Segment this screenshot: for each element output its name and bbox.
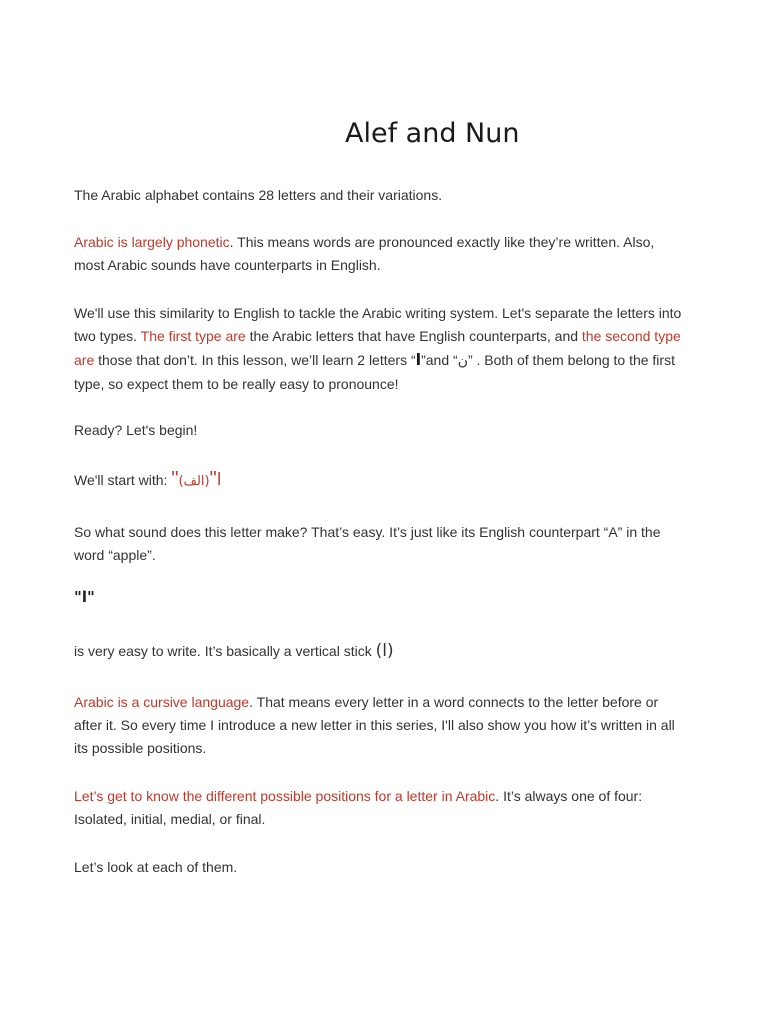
sound-paragraph: So what sound does this letter make? That’s easy. It’s just like its English counterpart “A” in the word “apple”. — [74, 524, 661, 563]
page-title: Alef and Nun — [345, 118, 520, 149]
types-text-4: ”and “ — [421, 352, 458, 368]
cursive-text: . That means every letter in a word connects to the letter before or after it. So every time I introduce a new letter in this series, I'll also show you how it’s written in all its possible positions. — [74, 694, 675, 756]
second-type-highlight: the second type are — [74, 328, 681, 368]
alef-standalone: "ا" — [74, 588, 95, 606]
types-text-1: We'll use this similarity to English to tackle the Arabic writing system. Let's separate the letters into two types. — [74, 305, 682, 344]
phonetic-paragraph — [74, 231, 684, 277]
cursive-paragraph — [74, 691, 684, 760]
types-text-2: the Arabic letters that have English counterparts, and — [245, 328, 582, 344]
intro-paragraph: The Arabic alphabet contains 28 letters and their variations. — [74, 187, 443, 203]
start-with-paragraph — [74, 468, 684, 493]
positions-text: . It’s always one of four: Isolated, initial, medial, or final. — [74, 788, 643, 827]
alef-letter: ا — [415, 350, 422, 369]
quote-open: " — [171, 468, 179, 490]
phonetic-text: . This means words are pronounced exactly like they’re written. Also, most Arabic sounds have counterparts in English. — [74, 234, 655, 273]
types-text-5: ” . Both of them belong to the first type, so expect them to be really easy to pronounce! — [74, 352, 675, 392]
alef-arabic-name: (الف) — [178, 474, 210, 489]
vertical-stick-paragraph — [74, 640, 684, 663]
nun-letter: ن — [457, 353, 468, 369]
ready-paragraph: Ready? Let's begin! — [74, 422, 198, 438]
alef-letter-red: ا — [216, 470, 222, 490]
first-type-highlight: The first type are — [140, 328, 246, 344]
quote-close: " — [209, 468, 217, 490]
phonetic-highlight: Arabic is largely phonetic — [74, 234, 230, 250]
positions-highlight: Let’s get to know the different possible positions for a letter in Arabic — [74, 788, 496, 804]
types-text-3: those that don’t. In this lesson, we’ll learn 2 letters “ — [94, 352, 416, 368]
look-paragraph: Let’s look at each of them. — [74, 859, 238, 875]
letter-types-paragraph — [74, 302, 684, 396]
stick-symbol: (ا) — [375, 641, 394, 661]
vertical-stick-text: is very easy to write. It’s basically a vertical stick — [74, 643, 376, 659]
cursive-highlight: Arabic is a cursive language — [74, 694, 250, 710]
start-with-text: We'll start with: — [74, 472, 172, 488]
positions-paragraph — [74, 785, 684, 831]
